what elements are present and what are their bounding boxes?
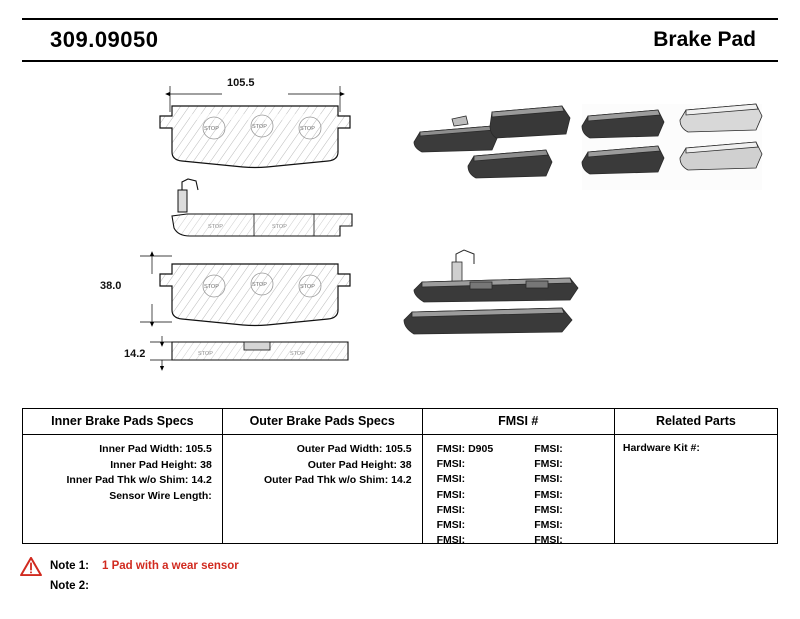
sensor-wire-length-row bbox=[23, 489, 222, 505]
inner-pad-height-row bbox=[23, 458, 222, 474]
fmsi-column bbox=[423, 409, 615, 547]
fmsi-row bbox=[423, 518, 614, 533]
inner-pad-height-value: 38 bbox=[200, 458, 212, 471]
outer-pad-height-row bbox=[223, 458, 422, 474]
fmsi-left-1: FMSI: D905 bbox=[436, 443, 494, 455]
related-parts-column bbox=[615, 409, 777, 543]
fmsi-row bbox=[423, 457, 614, 472]
fmsi-body bbox=[423, 435, 614, 548]
svg-text:STOP: STOP bbox=[290, 351, 305, 357]
inner-pad-width-row bbox=[23, 442, 222, 458]
sensor-wire-length-label: Sensor Wire Length: bbox=[109, 489, 212, 502]
note-2-label: Note 2: bbox=[50, 580, 89, 592]
related-parts-header: Related Parts bbox=[615, 409, 777, 435]
fmsi-right-3: FMSI: bbox=[534, 473, 563, 486]
outer-pad-height-value: 38 bbox=[399, 458, 412, 471]
inner-pads-body bbox=[23, 435, 222, 504]
note-2-line bbox=[50, 576, 550, 596]
part-number: 309.09050 bbox=[50, 27, 159, 52]
spec-tables bbox=[22, 408, 778, 547]
warning-icon bbox=[20, 557, 42, 576]
pad-edge-view bbox=[172, 342, 348, 360]
dimension-height-label: 38.0 bbox=[100, 280, 122, 292]
technical-drawing-area bbox=[22, 64, 778, 394]
svg-text:STOP: STOP bbox=[300, 126, 315, 132]
fmsi-row bbox=[423, 503, 614, 518]
fmsi-right-6: FMSI: bbox=[534, 519, 563, 532]
fmsi-row bbox=[423, 442, 614, 457]
dimension-width-label: 105.5 bbox=[227, 77, 255, 89]
svg-text:STOP: STOP bbox=[204, 284, 219, 290]
fmsi-row bbox=[423, 472, 614, 487]
outer-pads-header: Outer Brake Pads Specs bbox=[223, 409, 422, 435]
page-title: Brake Pad bbox=[653, 28, 756, 51]
fmsi-row bbox=[423, 533, 614, 548]
fmsi-right-4: FMSI: bbox=[534, 488, 563, 501]
inner-pad-thickness-label: Inner Pad Thk w/o Shim: bbox=[66, 474, 189, 486]
fmsi-left-6: FMSI: bbox=[436, 519, 466, 532]
note-1-value: 1 Pad with a wear sensor bbox=[102, 560, 239, 572]
fmsi-left-7: FMSI: bbox=[436, 534, 466, 547]
notes-section bbox=[50, 556, 550, 596]
inner-pad-thickness-value: 14.2 bbox=[191, 474, 212, 486]
inner-pads-column bbox=[23, 409, 223, 543]
pad-side-view-with-sensor bbox=[172, 179, 352, 236]
dimension-thickness-label: 14.2 bbox=[124, 348, 146, 360]
fmsi-left-4: FMSI: bbox=[436, 488, 466, 501]
inner-pad-width-value: 105.5 bbox=[185, 443, 212, 455]
fmsi-right-5: FMSI: bbox=[534, 503, 563, 516]
product-photo-pads-with-sensor bbox=[404, 250, 578, 334]
svg-text:STOP: STOP bbox=[252, 282, 267, 288]
document-header bbox=[22, 18, 778, 62]
outer-pads-column bbox=[223, 409, 423, 543]
fmsi-left-5: FMSI: bbox=[436, 503, 466, 516]
svg-text:STOP: STOP bbox=[272, 224, 287, 230]
inner-pad-thickness-row bbox=[23, 473, 222, 489]
cad-views bbox=[22, 64, 778, 394]
pad-back-view bbox=[160, 264, 350, 326]
svg-text:STOP: STOP bbox=[300, 284, 315, 290]
fmsi-right-7: FMSI: bbox=[534, 534, 563, 547]
fmsi-right-1: FMSI: bbox=[534, 443, 563, 455]
inner-pads-header: Inner Brake Pads Specs bbox=[23, 409, 222, 435]
outer-pad-width-value: 105.5 bbox=[385, 443, 412, 455]
fmsi-row bbox=[423, 488, 614, 503]
svg-text:STOP: STOP bbox=[252, 124, 267, 130]
outer-pads-body bbox=[223, 435, 422, 489]
outer-pad-height-label: Outer Pad Height: bbox=[307, 458, 397, 471]
note-1-line bbox=[50, 556, 550, 576]
outer-pad-width-label: Outer Pad Width: bbox=[296, 443, 383, 455]
outer-pad-thickness-row bbox=[223, 473, 422, 489]
hardware-kit-row: Hardware Kit #: bbox=[622, 442, 700, 454]
outer-pad-thickness-label: Outer Pad Thk w/o Shim: bbox=[263, 474, 389, 486]
svg-text:STOP: STOP bbox=[204, 126, 219, 132]
note-1-label: Note 1: bbox=[50, 560, 89, 572]
svg-text:STOP: STOP bbox=[198, 351, 213, 357]
pad-front-view bbox=[160, 106, 350, 168]
fmsi-right-2: FMSI: bbox=[534, 458, 563, 471]
fmsi-left-2: FMSI: bbox=[436, 458, 466, 471]
inner-pad-width-label: Inner Pad Width: bbox=[99, 443, 183, 455]
fmsi-header: FMSI # bbox=[423, 409, 614, 435]
inner-pad-height-label: Inner Pad Height: bbox=[110, 458, 198, 471]
outer-pad-width-row bbox=[223, 442, 422, 458]
product-photo-pads-angled bbox=[414, 106, 570, 178]
related-parts-body bbox=[615, 435, 777, 454]
fmsi-left-3: FMSI: bbox=[436, 473, 466, 486]
outer-pad-thickness-value: 14.2 bbox=[391, 474, 412, 486]
svg-text:STOP: STOP bbox=[208, 224, 223, 230]
product-photo-pads-pair bbox=[582, 104, 762, 190]
